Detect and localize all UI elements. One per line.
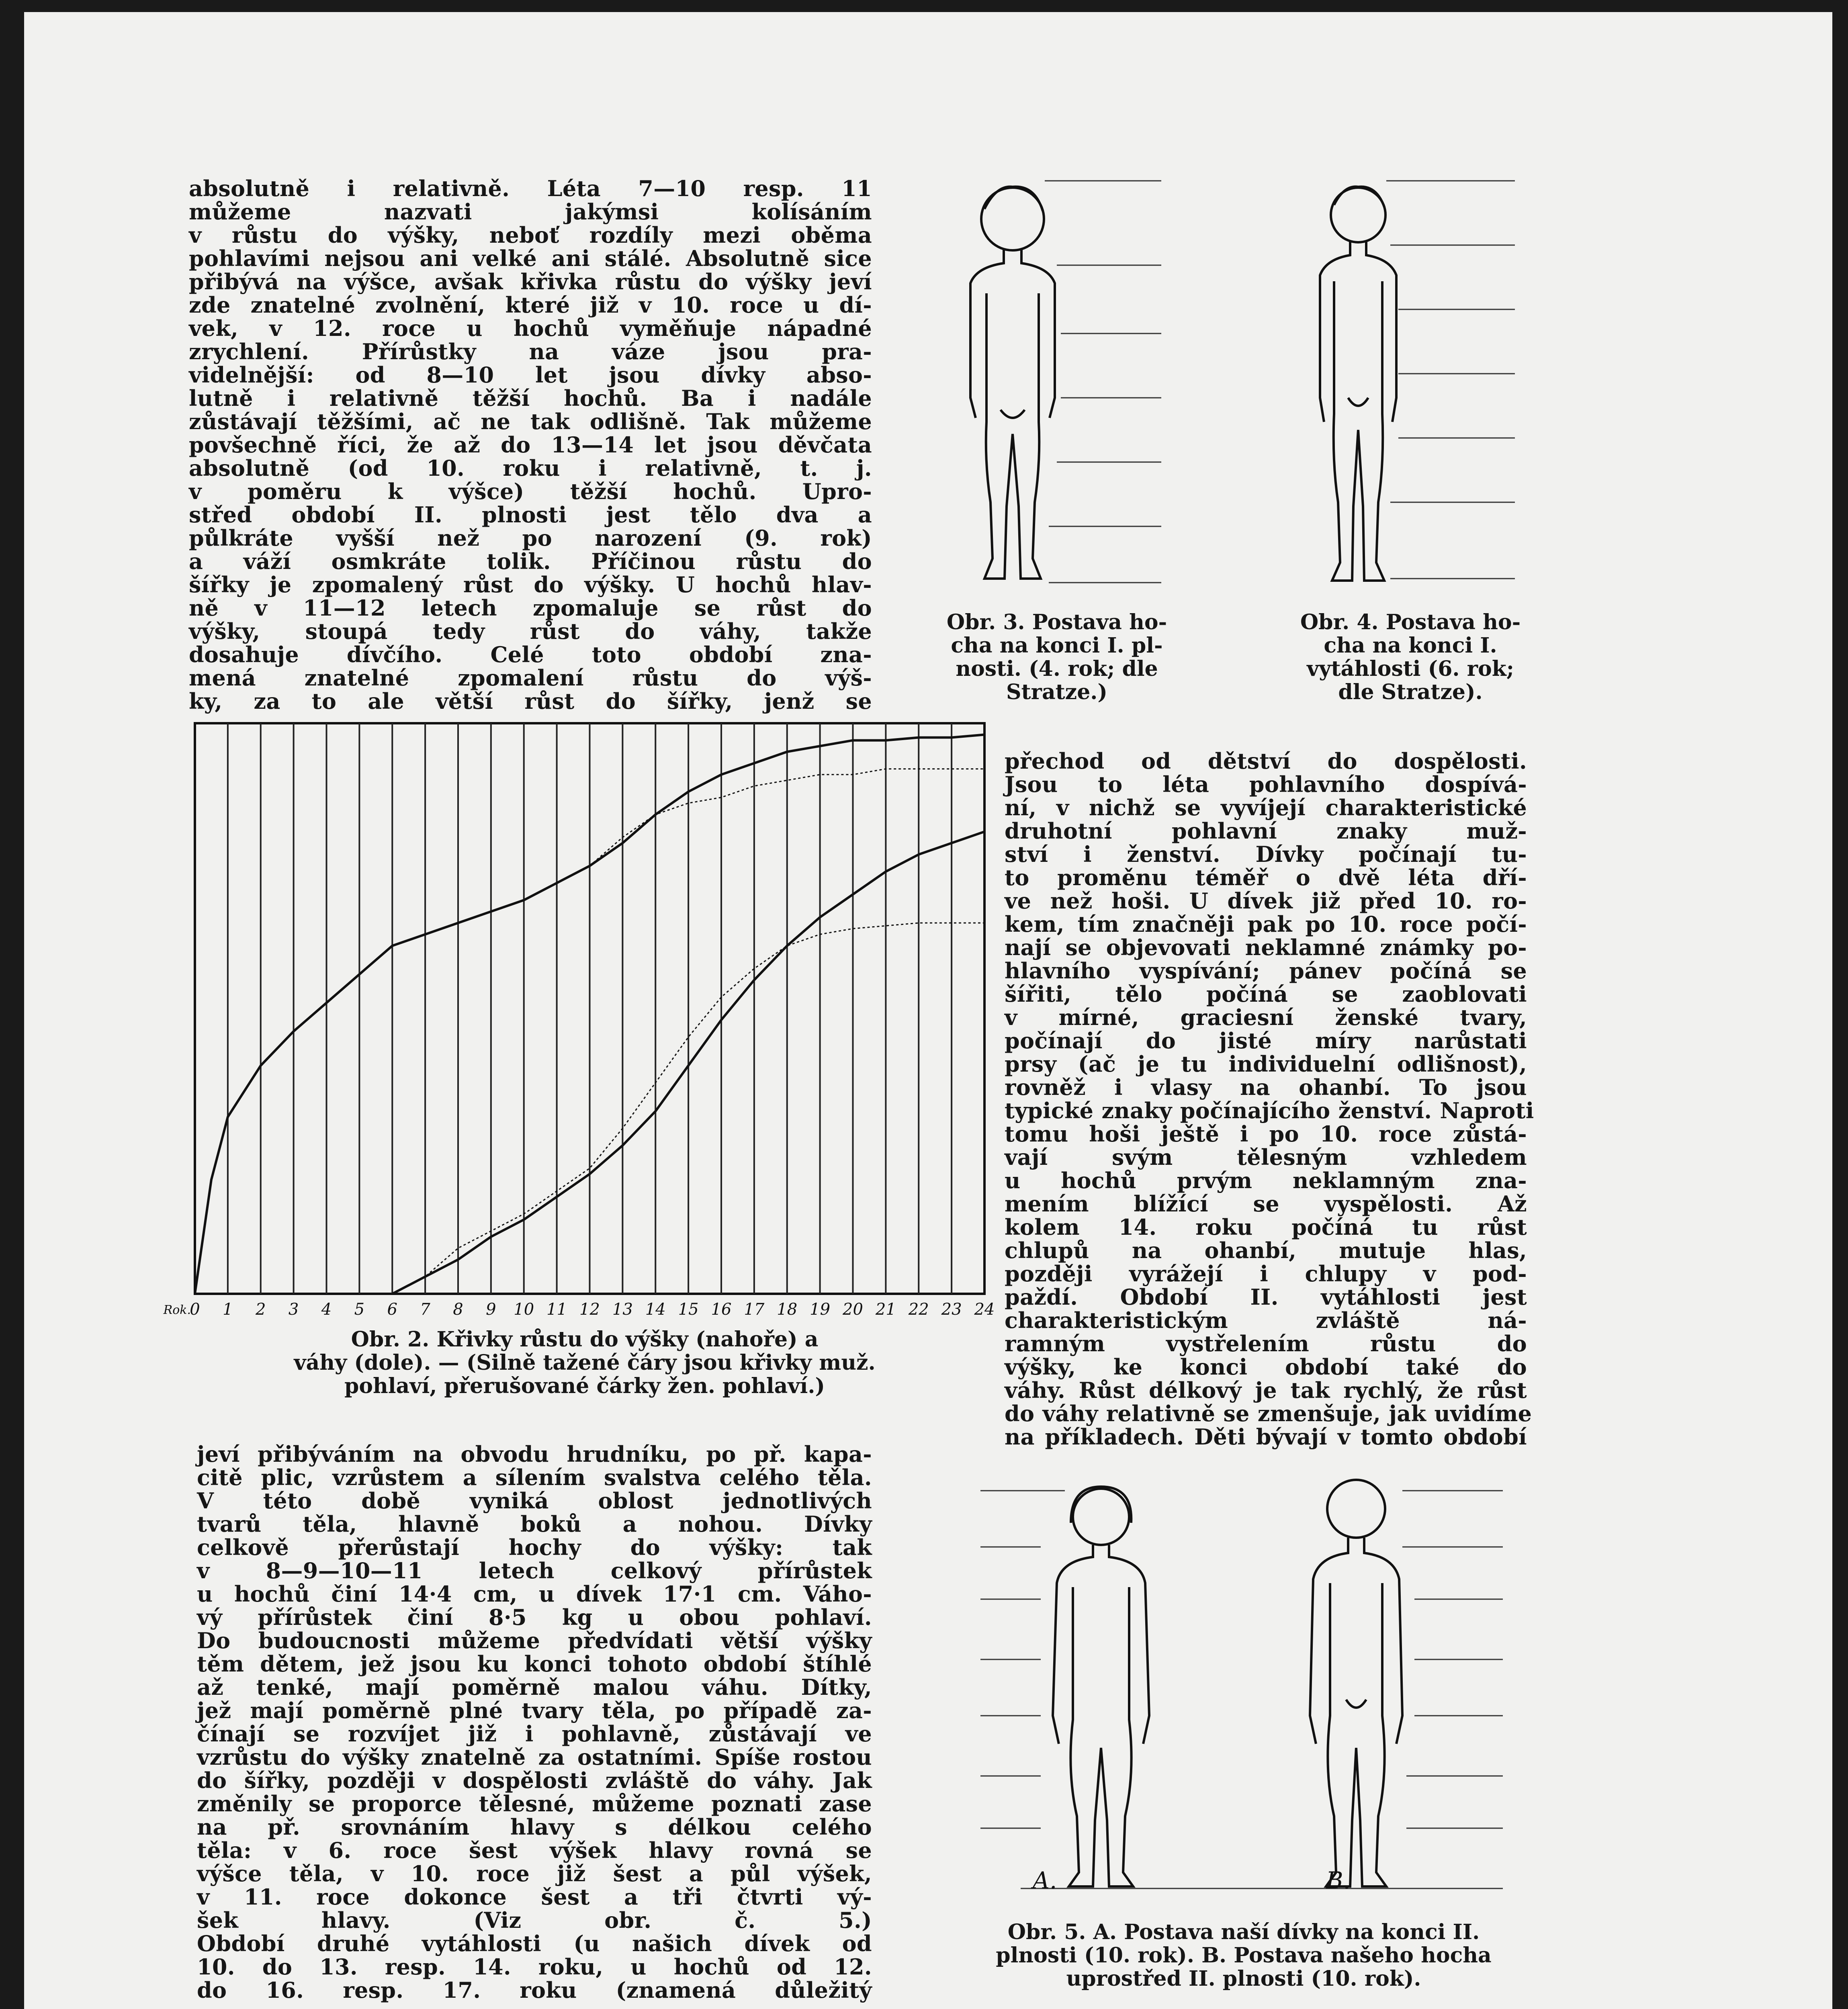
col-top-line: absolutně (od 10. roku i relativně, t. j. [189,455,872,481]
col-bottom-line: vzrůstu do výšky znatelně za ostatními. Spíše rostou [197,1744,872,1770]
chart-tick-label: 9 [486,1300,496,1319]
col-right-line: později vyrážejí i chlupy v pod- [1005,1261,1527,1287]
col-right-line: ní, v nichž se vyvíjejí charakteristické [1005,795,1527,820]
col-right-line: typické znaky počínajícího ženství. Naproti [1005,1098,1534,1123]
col-top-line: v růstu do výšky, neboť rozdíly mezi oběma [189,222,872,248]
col-right-line: do váhy relativně se zmenšuje, jak uvidíme [1005,1401,1532,1426]
col-bottom-line: čínají se rozvíjet již i pohlavně, zůstávají ve [197,1721,872,1747]
col-top-line: vek, v 12. roce u hochů vyměňuje nápadné [189,315,872,341]
chart-tick-label: 19 [810,1300,831,1319]
col-bottom-line: těla: v 6. roce šest výšek hlavy rovná se [197,1837,872,1863]
cap2-line: Obr. 2. Křivky růstu do výšky (nahoře) a [351,1327,819,1352]
col-bottom-line: změnily se proporce tělesné, můžeme poznati zase [197,1791,872,1817]
col-right-line: rovněž i vlasy na ohanbí. To jsou [1005,1074,1527,1100]
col-right-line: druhotní pohlavní znaky muž- [1005,818,1527,844]
chart-tick-label: 10 [514,1300,534,1319]
col-top-line: pohlavími nejsou ani velké ani stálé. Absolutně sice [189,245,872,271]
col-right-line: v mírné, graciesní ženské tvary, [1005,1004,1527,1030]
col-top-line: šířky je zpomalený růst do výšky. U hochů hlav- [189,572,872,597]
chart-tick-label: 4 [321,1300,332,1319]
chart-tick-label: 17 [744,1300,765,1319]
col-top-line: dosahuje dívčího. Celé toto období zna- [189,642,872,667]
cap5-line: uprostřed II. plnosti (10. rok). [1066,1966,1421,1991]
col-bottom-line: u hochů činí 14·4 cm, u dívek 17·1 cm. Váho- [197,1581,872,1607]
chart-tick-label: 16 [711,1300,732,1319]
col-bottom-line: šek hlavy. (Viz obr. č. 5.) [197,1907,872,1933]
col-top-line: zrychlení. Přírůstky na váze jsou pra- [189,339,872,364]
cap3-line: cha na konci I. pl- [951,633,1163,658]
col-right-line: prsy (ač je tu individuelní odlišnost), [1005,1051,1527,1077]
col-bottom-line: jež mají poměrně plné tvary těla, po případě za- [197,1698,872,1723]
col-top-line: mená znatelné zpomalení růstu do výš- [189,665,872,691]
col-right-line: tomu hoši ještě i po 10. roce zůstá- [1005,1121,1527,1147]
col-top-line: přibývá na výšce, avšak křivka růstu do výšky jeví [189,269,872,295]
cap4-line: vytáhlosti (6. rok; [1307,657,1514,681]
col-bottom-line: na př. srovnáním hlavy s délkou celého [197,1814,872,1840]
chart-tick-label: 24 [974,1300,995,1319]
text-column-top-left [189,177,872,713]
col-bottom-line: V této době vyniká oblost jednotlivých [197,1488,872,1514]
chart-tick-label: 8 [453,1300,463,1319]
col-right-line: kolem 14. roku počíná tu růst [1005,1214,1527,1240]
col-top-line: lutně i relativně těžší hochů. Ba i nadále [189,385,872,411]
col-bottom-line: do 16. resp. 17. roku (znamená důležitý [197,1977,872,2003]
chart-tick-label: 1 [223,1300,233,1319]
chart-tick-label: 0 [190,1300,200,1319]
cap2-line: váhy (dole). — (Silně tažené čáry jsou křivky muž. [294,1350,876,1375]
figure-2-caption [233,1328,936,1398]
col-bottom-line: v 8—9—10—11 letech celkový přírůstek [197,1558,872,1583]
col-top-line: zde znatelné zvolnění, které již v 10. roce u dí- [189,292,872,318]
chart-tick-label: 15 [678,1300,699,1319]
col-bottom-line: tvarů těla, hlavně boků a nohou. Dívky [197,1511,872,1537]
col-right-line: paždí. Období II. vytáhlosti jest [1005,1284,1527,1310]
chart-tick-label: 13 [612,1300,633,1319]
col-top-line: střed období II. plnosti jest tělo dva a [189,502,872,528]
cap2-line: pohlaví, přerušované čárky žen. pohlaví.) [344,1374,825,1398]
col-top-line: povšechně říci, že až do 13—14 let jsou děvčata [189,432,872,458]
chart-axis-title: Rok. [163,1303,191,1317]
figure-5-label-a: A. [1033,1867,1057,1894]
col-right-line: mením blížící se vyspělosti. Až [1005,1191,1527,1217]
col-top-line: zůstávají těžšími, ač ne tak odlišně. Tak můžeme [189,409,872,434]
chart-tick-label: 12 [579,1300,600,1319]
chart-tick-label: 11 [546,1300,567,1319]
cap3-line: Stratze.) [1006,680,1107,704]
col-right-line: ramným vystřelením růstu do [1005,1331,1527,1356]
col-right-line: charakteristickým zvláště ná- [1005,1307,1527,1333]
cap4-line: Obr. 4. Postava ho- [1300,610,1521,634]
figure-3-caption [896,611,1218,704]
col-right-line: Jsou to léta pohlavního dospívá- [1005,771,1527,797]
chart-series-1 [425,769,984,935]
cap3-line: Obr. 3. Postava ho- [946,610,1167,634]
chart-tick-label: 3 [288,1300,299,1319]
col-right-line: výšky, ke konci období také do [1005,1354,1527,1380]
col-bottom-line: až tenké, mají poměrně malou váhu. Dítky, [197,1674,872,1700]
col-top-line: absolutně i relativně. Léta 7—10 resp. 11 [189,176,872,201]
chart-tick-label: 21 [875,1300,896,1319]
figure-4-boy-outline [1298,173,1523,607]
cap4-line: dle Stratze). [1338,680,1483,704]
col-right-line: vají svým tělesným vzhledem [1005,1144,1527,1170]
text-column-bottom-left [197,1442,872,2002]
col-bottom-line: celkově přerůstají hochy do výšky: tak [197,1534,872,1560]
growth-chart [163,719,1005,1322]
col-top-line: výšky, stoupá tedy růst do váhy, takže [189,618,872,644]
figure-4-caption [1250,611,1571,704]
col-bottom-line: v 11. roce dokonce šest a tři čtvrti vý- [197,1884,872,1910]
col-top-line: můžeme nazvati jakýmsi kolísáním [189,199,872,225]
col-right-line: kem, tím značněji pak po 10. roce počí- [1005,911,1527,937]
cap4-line: cha na konci I. [1324,633,1497,658]
chart-tick-label: 14 [645,1300,666,1319]
col-top-line: ně v 11—12 letech zpomaluje se růst do [189,595,872,621]
col-right-line: nají se objevovati neklamné známky po- [1005,935,1527,960]
col-bottom-line: citě plic, vzrůstem a sílením svalstva celého těla. [197,1465,872,1490]
col-right-line: na příkladech. Děti bývají v tomto období [1005,1424,1527,1450]
col-right-line: počínají do jisté míry narůstati [1005,1028,1527,1054]
chart-tick-label: 22 [908,1300,929,1319]
cap5-line: Obr. 5. A. Postava naší dívky na konci II. [1007,1920,1480,1944]
text-column-right [1005,748,1534,1450]
figure-5-label-b: B. [1326,1867,1351,1894]
col-bottom-line: Do budoucnosti můžeme předvídati větší výšky [197,1628,872,1653]
figure-5-caption [896,1921,1591,1991]
col-bottom-line: vý přírůstek činí 8·5 kg u obou pohlaví. [197,1604,872,1630]
chart-tick-label: 2 [256,1300,266,1319]
figure-3-boy-outline [952,173,1177,607]
col-bottom-line: těm dětem, jež jsou ku konci tohoto období štíhlé [197,1651,872,1677]
chart-tick-label: 23 [941,1300,962,1319]
chart-tick-label: 18 [777,1300,798,1319]
col-top-line: videlnější: od 8—10 let jsou dívky abso- [189,362,872,388]
col-right-line: to proměnu téměř o dvě léta dří- [1005,865,1527,890]
chart-tick-label: 7 [420,1300,430,1319]
col-bottom-line: Období druhé vytáhlosti (u našich dívek od [197,1931,872,1956]
chart-tick-label: 20 [843,1300,863,1319]
figure-5-girl-and-boy-outline [980,1467,1515,1901]
col-right-line: hlavního vyspívání; pánev počíná se [1005,958,1527,984]
col-top-line: a váží osmkráte tolik. Příčinou růstu do [189,548,872,574]
col-right-line: ve než hoši. U dívek již před 10. ro- [1005,888,1527,914]
col-bottom-line: výšce těla, v 10. roce již šest a půl výšek, [197,1861,872,1886]
chart-tick-label: 6 [387,1300,397,1319]
col-right-line: u hochů prvým neklamným zna- [1005,1168,1527,1193]
col-right-line: přechod od dětství do dospělosti. [1005,748,1527,774]
cap5-line: plnosti (10. rok). B. Postava našeho hocha [996,1943,1492,1968]
col-bottom-line: jeví přibýváním na obvodu hrudníku, po př. kapa- [197,1441,872,1467]
col-top-line: půlkráte vyšší než po narození (9. rok) [189,525,872,551]
col-top-line: v poměru k výšce) těžší hochů. Upro- [189,479,872,504]
col-bottom-line: 10. do 13. resp. 14. roku, u hochů od 12. [197,1954,872,1980]
col-right-line: chlupů na ohanbí, mutuje hlas, [1005,1238,1527,1263]
col-bottom-line: do šířky, později v dospělosti zvláště do váhy. Jak [197,1768,872,1793]
col-right-line: šířiti, tělo počíná se zaoblovati [1005,981,1527,1007]
chart-tick-label: 5 [354,1300,365,1319]
col-top-line: ky, za to ale větší růst do šířky, jenž se [189,688,872,714]
cap3-line: nosti. (4. rok; dle [956,657,1158,681]
col-right-line: ství i ženství. Dívky počínají tu- [1005,841,1527,867]
col-right-line: váhy. Růst délkový je tak rychlý, že růst [1005,1377,1527,1403]
